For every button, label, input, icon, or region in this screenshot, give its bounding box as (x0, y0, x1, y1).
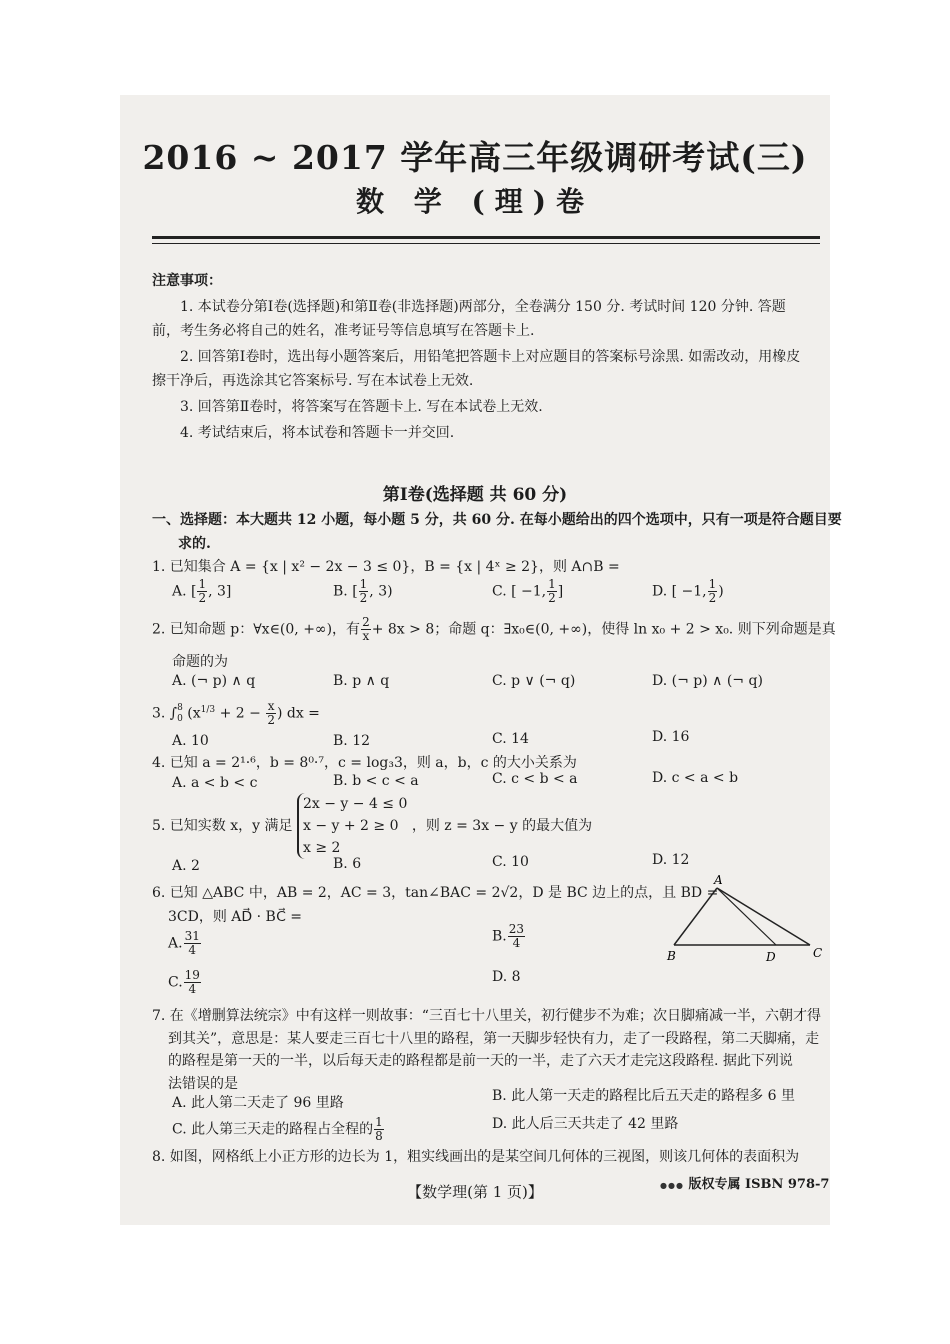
q7-line-1: 7. 在《增删算法统宗》中有这样一则故事：“三百七十八里关，初行健步不为难；次日脚痛减一半，六朝才得 (152, 1008, 821, 1024)
note-4: 4. 考试结束后，将本试卷和答题卡一并交回. (180, 425, 455, 441)
q3-option-b: B. 12 (333, 733, 371, 749)
q7-line-3: 的路程是第一天的一半，以后每天走的路程都是前一天的一半，走了六天才走完这段路程. 据此下列说 (168, 1053, 793, 1069)
q3-option-a: A. 10 (172, 733, 209, 749)
q5-constraints: 2x − y − 4 ≤ 0 x − y + 2 ≥ 0 x ≥ 2 (297, 793, 407, 859)
q6-option-d: D. 8 (492, 969, 521, 985)
q6-option-a: A. $\frac{31}{4}$ (168, 929, 200, 957)
q3-stem: 3. ∫ 8 0 ($x^{1/3} + 2$ − $\frac{x}{2}$ ) dx = (152, 699, 320, 727)
q3-option-c: C. 14 (492, 731, 529, 747)
q4-option-d: D. c < a < b (652, 770, 739, 786)
header-rule-thin (152, 243, 820, 244)
q7-option-d: D. 此人后三天共走了 42 里路 (492, 1116, 679, 1132)
edge-ab (674, 888, 717, 945)
q5-option-a: A. 2 (172, 858, 200, 874)
copyright-text: 版权专属 ISBN 978-7 (688, 1177, 830, 1192)
q1-option-c: C. [ −1, $\frac{1}{2}$ ] (492, 577, 564, 605)
section-intro-b: 求的. (178, 536, 211, 552)
q5-stem: 5. 已知实数 x，y 满足 2x − y − 4 ≤ 0 x − y + 2 ≥ 0 x ≥ 2 ，则 z = 3x − y 的最大值为 (152, 793, 592, 859)
label-c: C (813, 946, 823, 960)
q6-stem-a: 6. 已知 △ABC 中，AB = 2，AC = 3，tan∠BAC = 2√2，D 是 BC 边上的点，且 BD = (152, 885, 719, 901)
q2-stem-cont: 命题的为 (172, 654, 228, 670)
q5-option-c: C. 10 (492, 854, 529, 870)
q4-option-b: B. b < c < a (333, 773, 419, 789)
q2-option-a: A. (¬ p) ∧ q (172, 673, 256, 689)
q6-option-c: C. $\frac{19}{4}$ (168, 968, 200, 996)
q4-stem: 4. 已知 a = 2¹·⁶，b = 8⁰·⁷，c = log₃3，则 a，b，c 的大小关系为 (152, 755, 577, 771)
q3-option-d: D. 16 (652, 729, 690, 745)
q1-stem: 1. 已知集合 A = {x | x² − 2x − 3 ≤ 0}，B = {x | 4ˣ ≥ 2}，则 A∩B = (152, 559, 620, 575)
label-a: A (714, 873, 723, 887)
q4-option-a: A. a < b < c (172, 775, 258, 791)
q6-triangle-figure (660, 870, 835, 965)
q7-line-4: 法错误的是 (168, 1076, 238, 1092)
q6-option-b: B. $\frac{23}{4}$ (492, 922, 525, 950)
q6-stem-b: 3CD，则 AD⃗ · BC⃗ = (168, 909, 303, 925)
note-1a: 1. 本试卷分第Ⅰ卷(选择题)和第Ⅱ卷(非选择题)两部分，全卷满分 150 分. 考试时间 120 分钟. 答题 (180, 299, 786, 315)
edge-ac (717, 888, 810, 945)
label-d: D (766, 950, 776, 964)
q5-option-b: B. 6 (333, 856, 362, 872)
q7-option-a: A. 此人第二天走了 96 里路 (172, 1095, 344, 1111)
note-1b: 前，考生务必将自己的姓名，准考证号等信息填写在答题卡上. (152, 323, 535, 339)
q7-option-b: B. 此人第一天走的路程比后五天走的路程多 6 里 (492, 1088, 795, 1104)
q1-option-d: D. [ −1, $\frac{1}{2}$ ) (652, 577, 724, 605)
exam-subtitle: 数 学 (理)卷 (356, 185, 594, 218)
q2-option-d: D. (¬ p) ∧ (¬ q) (652, 673, 763, 689)
edge-ad (717, 888, 776, 945)
label-b: B (667, 949, 676, 963)
notes-heading: 注意事项： (152, 273, 222, 289)
section-title: 第Ⅰ卷(选择题 共 60 分) (382, 485, 568, 505)
q7-line-2: 到其关”，意思是：某人要走三百七十八里的路程，第一天脚步轻快有力，走了一段路程，第二天脚痛，走 (168, 1031, 820, 1047)
note-2a: 2. 回答第Ⅰ卷时，选出每小题答案后，用铅笔把答题卡上对应题目的答案标号涂黑. 如需改动，用橡皮 (180, 349, 801, 365)
q1-option-a: A. [ $\frac{1}{2}$ , 3] (172, 577, 232, 605)
q1-option-b: B. [ $\frac{1}{2}$ , 3) (333, 577, 393, 605)
note-3: 3. 回答第Ⅱ卷时，将答案写在答题卡上. 写在本试卷上无效. (180, 399, 543, 415)
dots-icon: ●●● (660, 1180, 684, 1190)
page-footer: 【数学理(第 1 页)】 (407, 1183, 543, 1201)
q2-option-c: C. p ∨ (¬ q) (492, 673, 576, 689)
header-rule-thick (152, 236, 820, 239)
q5-option-d: D. 12 (652, 852, 690, 868)
q8-stem: 8. 如图，网格纸上小正方形的边长为 1，粗实线画出的是某空间几何体的三视图，则该几何体的表面积为 (152, 1149, 800, 1165)
q2-stem: 2. 已知命题 p：∀x∈(0, +∞)，有 $\frac{2}{x}$ + 8x > 8；命题 q：∃x₀∈(0, +∞)，使得 ln x₀ + 2 > x₀. 则下列命题是真 (152, 615, 836, 643)
q2-option-b: B. p ∧ q (333, 673, 390, 689)
copyright-badge (660, 1173, 829, 1192)
note-2b: 擦干净后，再选涂其它答案标号. 写在本试卷上无效. (152, 373, 474, 389)
q7-option-c: C. 此人第三天走的路程占全程的 $\frac{1}{8}$ (172, 1115, 383, 1143)
q4-option-c: C. c < b < a (492, 771, 578, 787)
section-intro-a: 一、选择题：本大题共 12 小题，每小题 5 分，共 60 分. 在每小题给出的四个选项中，只有一项是符合题目要 (152, 512, 842, 528)
exam-title: 2016 ~ 2017 学年高三年级调研考试(三) (142, 138, 808, 177)
